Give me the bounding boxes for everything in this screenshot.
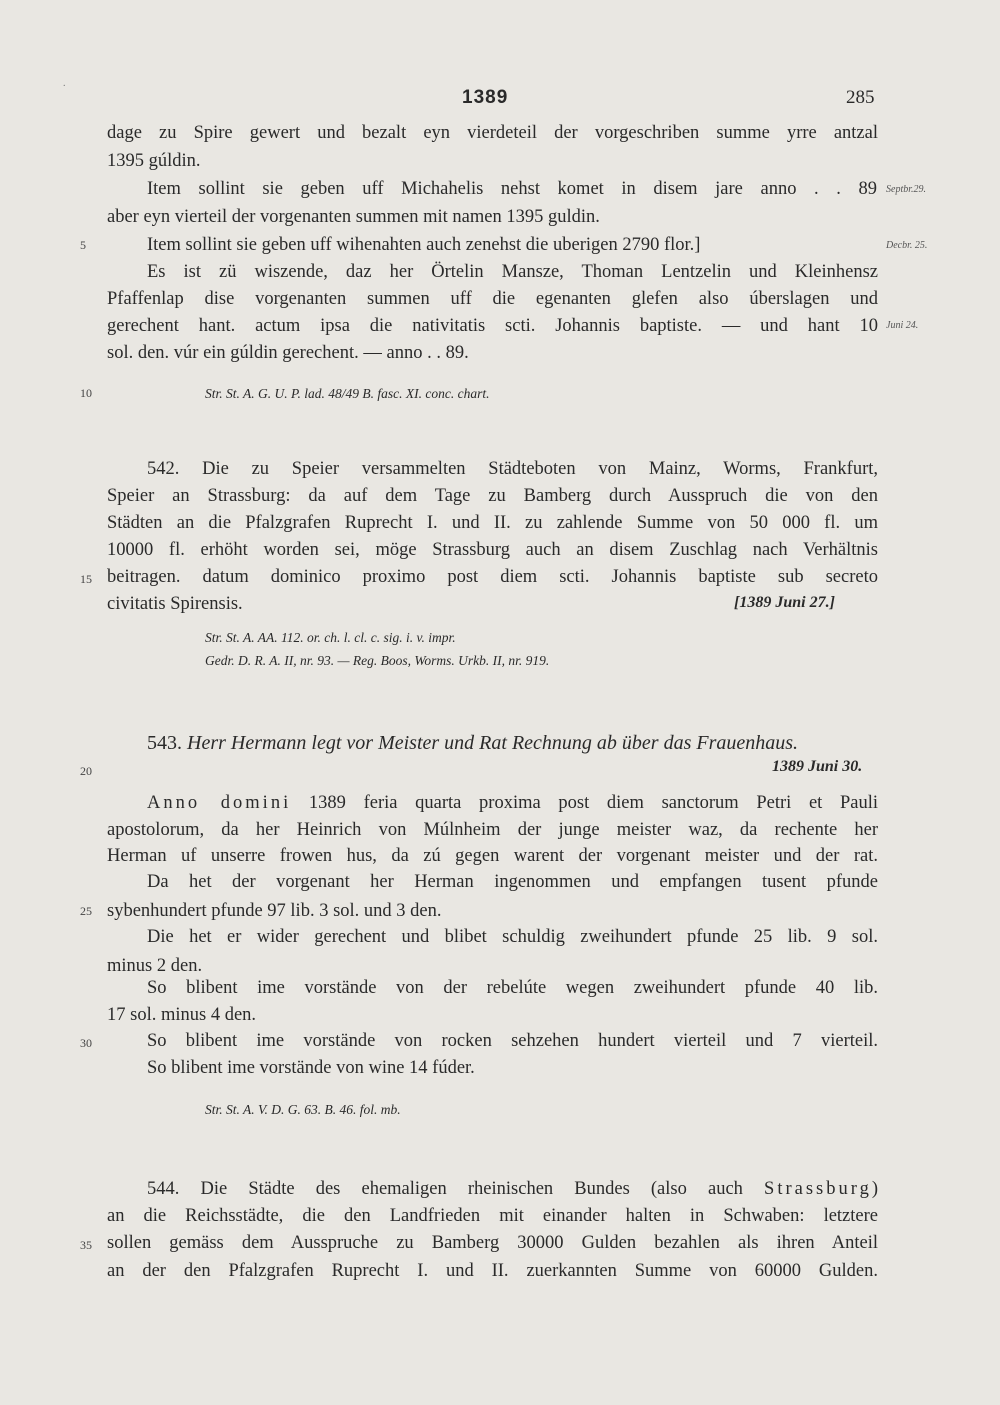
text-line — [147, 456, 878, 482]
text-line: gerechent hant. actum ipsa die nativitatis scti. Johannis baptiste. — und hant 10 — [107, 316, 878, 336]
text-span: 1389 feria quarta proxima post diem sanctorum Petri et Pauli — [308, 793, 879, 813]
text-line: 10000 fl. erhöht worden sei, möge Strassburg auch an disem Zuschlag nach Verhältnis — [107, 540, 878, 560]
text-line: sol. den. vúr ein gúldin gerechent. — anno . . 89. — [107, 343, 469, 363]
doc-title: Herr Hermann legt vor Meister und Rat Rechnung ab über das Frauenhaus. — [187, 732, 799, 754]
text-line: Die het er wider gerechent und blibet schuldig zweihundert pfunde 25 lib. 9 sol. — [147, 927, 878, 947]
text-line: Pfaffenlap dise vorgenanten summen uff die egenanten glefen also úberslagen und — [107, 289, 878, 309]
doc-date: [1389 Juni 27.] — [734, 594, 835, 611]
text-line: sybenhundert pfunde 97 lib. 3 sol. und 3 den. — [107, 901, 442, 921]
margin-date-note: Septbr.29. — [886, 184, 926, 195]
doc-number: 542. — [147, 459, 180, 479]
text-line: civitatis Spirensis. — [107, 594, 243, 614]
source-citation: Str. St. A. G. U. P. lad. 48/49 B. fasc. XI. conc. chart. — [205, 386, 490, 401]
text-line: So blibent ime vorstände von wine 14 fúder. — [147, 1058, 475, 1078]
text-line: dage zu Spire gewert und bezalt eyn vierdeteil der vorgeschriben summe yrre antzal — [107, 123, 878, 143]
text-span: ) — [871, 1179, 878, 1199]
city-name: Strassburg — [764, 1179, 872, 1199]
text-line: sollen gemäss dem Ausspruche zu Bamberg 30000 Gulden bezahlen als ihren Anteil — [107, 1233, 878, 1253]
text-line: Städten an die Pfalzgrafen Ruprecht I. und II. zu zahlende Summe von 50 000 fl. um — [107, 513, 878, 533]
line-number: 35 — [80, 1238, 92, 1252]
text-line: an die Reichsstädte, die den Landfrieden mit einander halten in Schwaben: letztere — [107, 1206, 878, 1226]
text-line — [147, 1176, 878, 1202]
doc-number: 543. — [147, 732, 182, 754]
running-header-year: 1389 — [462, 87, 509, 108]
text-line: Es ist zü wiszende, daz her Örtelin Mansze, Thoman Lentzelin und Kleinhensz — [147, 262, 878, 282]
line-number: 15 — [80, 572, 92, 586]
text-line: minus 2 den. — [107, 956, 203, 976]
doc-summary: Die zu Speier versammelten Städteboten von Mainz, Worms, Frankfurt, — [202, 459, 879, 479]
text-line: So blibent ime vorstände von rocken sehzehen hundert vierteil und 7 vierteil. — [147, 1031, 878, 1051]
line-number: 5 — [80, 238, 86, 252]
doc-heading — [147, 730, 798, 756]
text-line: 17 sol. minus 4 den. — [107, 1005, 257, 1025]
text-line: aber eyn vierteil der vorgenanten summen mit namen 1395 guldin. — [107, 207, 600, 227]
source-citation: Str. St. A. V. D. G. 63. B. 46. fol. mb. — [205, 1102, 401, 1117]
margin-date-note: Juni 24. — [886, 320, 919, 331]
text-line: Da het der vorgenant her Herman ingenommen und empfangen tusent pfunde — [147, 872, 878, 892]
doc-number: 544. — [147, 1179, 180, 1199]
source-citation: Gedr. D. R. A. II, nr. 93. — Reg. Boos, Worms. Urkb. II, nr. 919. — [205, 653, 550, 668]
source-citation: Str. St. A. AA. 112. or. ch. l. cl. c. sig. i. v. impr. — [205, 630, 456, 645]
line-number: 25 — [80, 904, 92, 918]
text-line: So blibent ime vorstände von der rebelúte wegen zweihundert pfunde 40 lib. — [147, 978, 878, 998]
text-line: apostolorum, da her Heinrich von Múlnheim der junge meister waz, da rechente her — [107, 820, 878, 840]
anno-domini: Anno domini — [147, 793, 292, 813]
text-line: Speier an Strassburg: da auf dem Tage zu Bamberg durch Ausspruch die von den — [107, 486, 878, 506]
text-line: beitragen. datum dominico proximo post diem scti. Johannis baptiste sub secreto — [107, 567, 878, 587]
line-number: 30 — [80, 1036, 92, 1050]
margin-date-note: Decbr. 25. — [886, 240, 928, 251]
text-line: Item sollint sie geben uff Michahelis nehst komet in disem jare anno . . 89 — [147, 179, 877, 199]
scan-mark: . — [63, 78, 66, 89]
text-line — [147, 790, 878, 816]
text-line: Herman uf unserre frowen hus, da zú gegen warent der vorgenant meister und der rat. — [107, 846, 878, 866]
page-number: 285 — [846, 87, 875, 108]
text-line: 1395 gúldin. — [107, 151, 201, 171]
line-number: 20 — [80, 764, 92, 778]
text-span: Die Städte des ehemaligen rheinischen Bundes (also auch — [200, 1179, 743, 1199]
doc-date: 1389 Juni 30. — [772, 758, 863, 775]
text-line: Item sollint sie geben uff wihenahten auch zenehst die uberigen 2790 flor.] — [147, 235, 701, 255]
line-number: 10 — [80, 386, 92, 400]
text-line: an der den Pfalzgrafen Ruprecht I. und II. zuerkannten Summe von 60000 Gulden. — [107, 1261, 878, 1281]
